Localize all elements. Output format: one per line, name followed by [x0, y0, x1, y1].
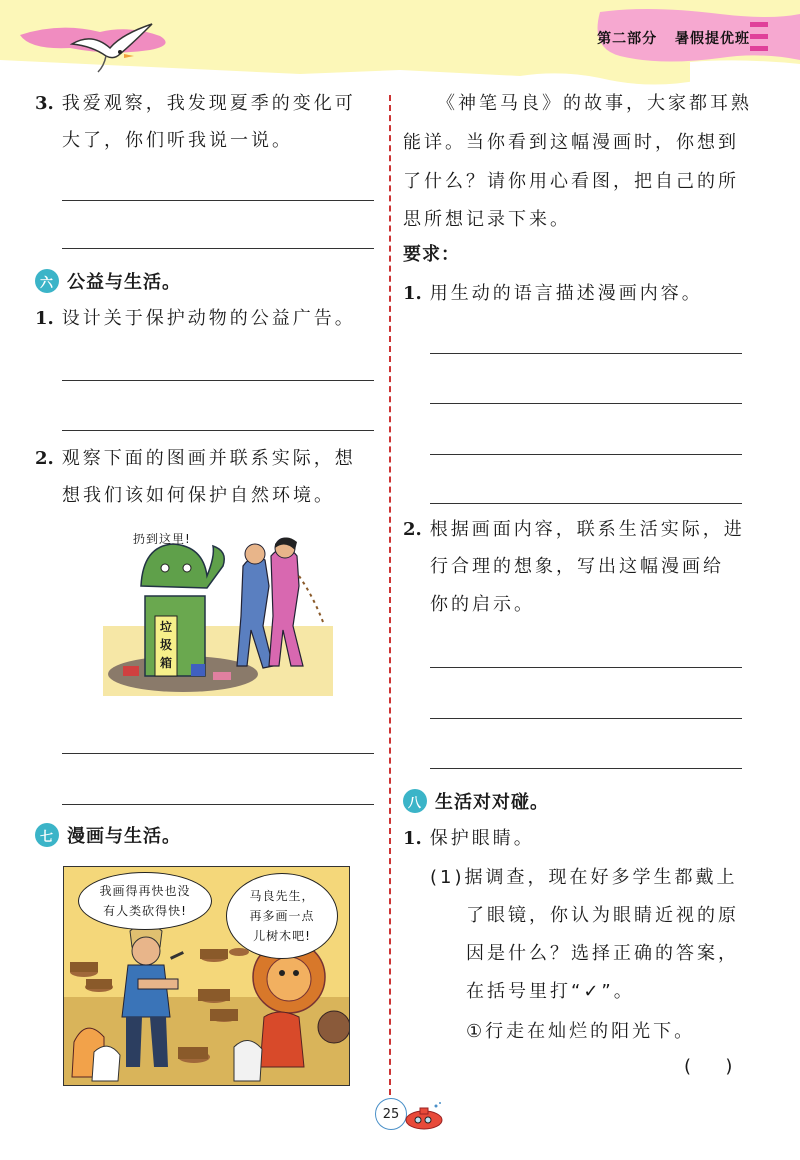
sub-question-1-line3: 因是什么？选择正确的答案， [466, 943, 739, 964]
header-series: 暑假提优班 [675, 31, 750, 47]
litter-caption: 扔到这里! [133, 532, 191, 546]
section-badge: 八 [403, 789, 427, 813]
answer-line[interactable] [62, 248, 374, 249]
page-number: 25 [375, 1098, 407, 1130]
question-3-line2: 大了，你们听我说一说。 [62, 130, 293, 151]
ma-liang-comic [63, 866, 350, 1086]
section-6-question-2-line2: 想我们该如何保护自然环境。 [62, 485, 335, 506]
seagull-icon [62, 14, 172, 84]
option-1: ①行走在灿烂的阳光下。 [466, 1021, 696, 1042]
section-badge: 七 [35, 823, 59, 847]
sub-question-1-line4: 在括号里打“✓”。 [466, 981, 635, 1002]
column-divider [389, 95, 391, 1095]
requirement-2-line3: 你的启示。 [430, 594, 535, 615]
header-part: 第二部分 [597, 31, 658, 47]
section-8-heading: 八 生活对对碰。 [403, 788, 549, 814]
answer-line[interactable] [62, 380, 374, 381]
submarine-icon [402, 1100, 448, 1134]
answer-line[interactable] [430, 718, 742, 719]
trash-bin-label: 垃 圾 箱 [159, 620, 172, 670]
answer-line[interactable] [62, 430, 374, 431]
answer-line[interactable] [430, 768, 742, 769]
requirement-2-line2: 行合理的想象，写出这幅漫画给 [430, 556, 724, 577]
litter-illustration [103, 526, 333, 696]
litter-scene [103, 526, 333, 696]
header-tag [585, 28, 750, 48]
answer-line[interactable] [62, 804, 374, 805]
answer-line[interactable] [62, 200, 374, 201]
section-6-question-2-line1: 2. 观察下面的图画并联系实际，想 [35, 448, 356, 469]
sub-question-1-line2: 了眼镜，你认为眼睛近视的原 [466, 905, 739, 926]
answer-line[interactable] [430, 667, 742, 668]
intro-line-1: 《神笔马良》的故事，大家都耳熟 [437, 93, 752, 114]
answer-parentheses[interactable]: ( ) [684, 1056, 733, 1077]
speech-bubble-right: 马良先生， 再多画一点 儿树木吧! [226, 873, 338, 959]
requirement-2-line1: 2. 根据画面内容，联系生活实际，进 [403, 519, 745, 540]
intro-line-2: 能详。当你看到这幅漫画时，你想到 [403, 132, 739, 153]
answer-line[interactable] [430, 353, 742, 354]
section-7-heading: 七 漫画与生活。 [35, 822, 181, 848]
section-6-question-1: 1. 设计关于保护动物的公益广告。 [35, 308, 356, 329]
speech-bubble-left: 我画得再快也没 有人类砍得快! [78, 872, 212, 930]
answer-line[interactable] [430, 454, 742, 455]
intro-line-3: 了什么？请你用心看图，把自己的所 [403, 171, 739, 192]
intro-line-4: 思所想记录下来。 [403, 209, 571, 230]
requirements-label: 要求： [403, 244, 460, 265]
answer-line[interactable] [430, 503, 742, 504]
section-6-heading: 六 公益与生活。 [35, 268, 181, 294]
section-badge: 六 [35, 269, 59, 293]
sub-question-1-line1: (1)据调查，现在好多学生都戴上 [430, 867, 738, 888]
section-8-question-1: 1. 保护眼睛。 [403, 828, 535, 849]
answer-line[interactable] [62, 753, 374, 754]
requirement-1: 1. 用生动的语言描述漫画内容。 [403, 283, 703, 304]
answer-line[interactable] [430, 403, 742, 404]
question-3-line1: 3. 我爱观察，我发现夏季的变化可 [35, 93, 356, 114]
